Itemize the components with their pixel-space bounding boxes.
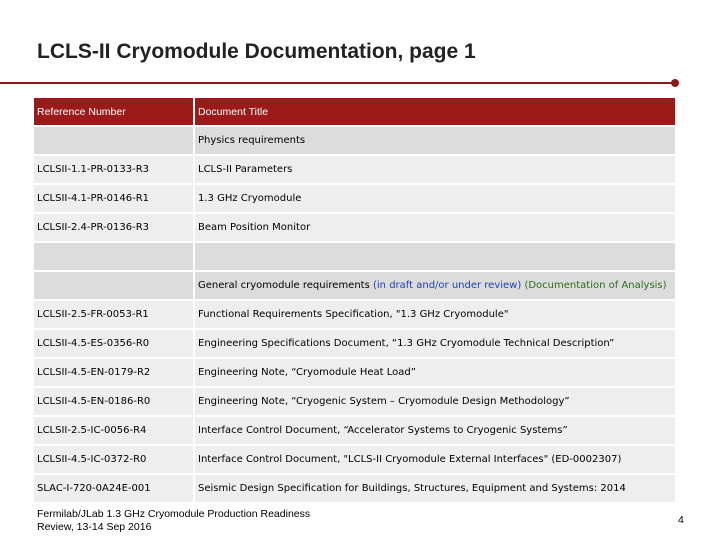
page-number: 4: [678, 514, 684, 526]
section-label-general: [195, 272, 677, 301]
footer-line-1: Fermilab/JLab 1.3 GHz Cryomodule Production Readiness: [37, 508, 311, 520]
title-cell: Engineering Specifications Document, “1.3 GHz Cryomodule Technical Description”: [195, 330, 677, 359]
analysis-note: (Documentation of Analysis): [524, 280, 667, 291]
title-cell: Engineering Note, “Cryomodule Heat Load”: [195, 359, 677, 388]
documentation-table: [34, 98, 677, 504]
page-title: LCLS-II Cryomodule Documentation, page 1: [37, 40, 476, 63]
reference-cell: LCLSII-2.4-PR-0136-R3: [34, 214, 195, 243]
table-row: [34, 359, 677, 388]
title-cell: LCLS-II Parameters: [195, 156, 677, 185]
table-row: [34, 301, 677, 330]
draft-review-note: (in draft and/or under review): [373, 280, 522, 291]
title-cell: 1.3 GHz Cryomodule: [195, 185, 677, 214]
table-row: [34, 156, 677, 185]
table-row: [34, 446, 677, 475]
table-header-row: [34, 98, 677, 127]
spacer-row: [34, 243, 677, 272]
reference-cell: LCLSII-4.1-PR-0146-R1: [34, 185, 195, 214]
reference-cell: LCLSII-2.5-IC-0056-R4: [34, 417, 195, 446]
section-row-physics: [34, 127, 677, 156]
title-divider: [0, 82, 674, 84]
reference-cell: SLAC-I-720-0A24E-001: [34, 475, 195, 504]
title-cell: Seismic Design Specification for Buildings, Structures, Equipment and Systems: 2014: [195, 475, 677, 504]
footer-line-2: Review, 13-14 Sep 2016: [37, 521, 152, 533]
reference-cell: LCLSII-4.5-ES-0356-R0: [34, 330, 195, 359]
title-cell: Engineering Note, “Cryogenic System – Cryomodule Design Methodology”: [195, 388, 677, 417]
reference-cell: LCLSII-2.5-FR-0053-R1: [34, 301, 195, 330]
section-label-physics: Physics requirements: [195, 127, 677, 156]
table-row: [34, 417, 677, 446]
title-cell: Beam Position Monitor: [195, 214, 677, 243]
table-row: [34, 330, 677, 359]
reference-cell: LCLSII-4.5-EN-0186-R0: [34, 388, 195, 417]
title-cell: Interface Control Document, "LCLS-II Cryomodule External Interfaces" (ED-0002307): [195, 446, 677, 475]
section-label-general-text: General cryomodule requirements: [198, 280, 370, 291]
reference-cell: LCLSII-1.1-PR-0133-R3: [34, 156, 195, 185]
table-row: [34, 475, 677, 504]
table-row: [34, 214, 677, 243]
column-header-title: Document Title: [195, 98, 677, 127]
table-row: [34, 185, 677, 214]
section-row-general: [34, 272, 677, 301]
table-row: [34, 388, 677, 417]
reference-cell: LCLSII-4.5-IC-0372-R0: [34, 446, 195, 475]
title-cell: Functional Requirements Specification, "1.3 GHz Cryomodule": [195, 301, 677, 330]
column-header-reference: Reference Number: [34, 98, 195, 127]
reference-cell: LCLSII-4.5-EN-0179-R2: [34, 359, 195, 388]
title-cell: Interface Control Document, “Accelerator Systems to Cryogenic Systems”: [195, 417, 677, 446]
footer-caption: [37, 508, 310, 534]
divider-end-dot: [671, 79, 679, 87]
